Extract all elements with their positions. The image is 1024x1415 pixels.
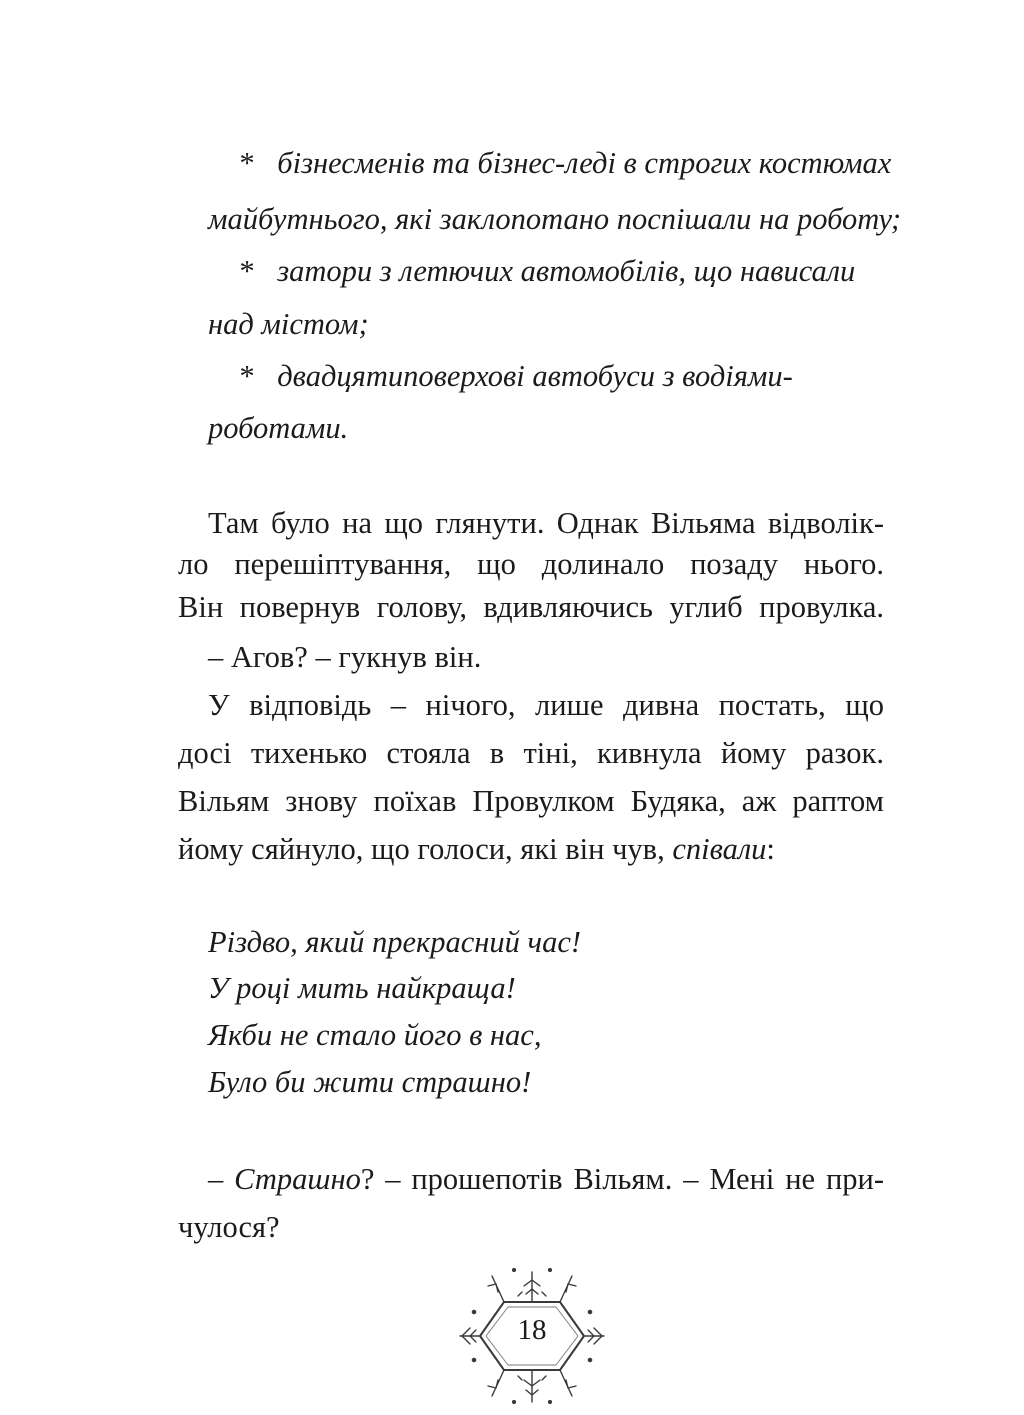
paragraph-1-line-3: Він повернув голову, вдивляючись углиб провулка. — [178, 590, 884, 624]
paragraph-2-line-4: йому сяйнуло, що голоси, які він чув, співали: — [178, 832, 775, 866]
paragraph-1-line-1: Там було на що глянути. Однак Вільяма відволік- — [208, 506, 884, 540]
song-line-1: Різдво, який прекрасний час! — [208, 925, 582, 959]
paragraph-2-line-3: Вільям знову поїхав Провулком Будяка, аж раптом — [178, 784, 884, 818]
list-item-3-line-1: * двадцятиповерхові автобуси з водіями- — [238, 359, 793, 393]
page-number-ornament — [458, 1262, 606, 1410]
list-item-1-line-2: майбутнього, які заклопотано поспішали на роботу; — [208, 202, 902, 236]
dialogue-line-2-continuation: чулося? — [178, 1210, 280, 1244]
italic-word: співали — [672, 832, 767, 866]
list-marker: * — [238, 359, 254, 393]
dialogue-line-2: – Страшно? – прошепотів Вільям. – Мені не при- — [208, 1162, 885, 1196]
paragraph-2-line-2: досі тихенько стояла в тіні, кивнула йому разок. — [178, 736, 884, 770]
list-item-1-line-1: * бізнесменів та бізнес-леді в строгих костюмах — [238, 146, 892, 180]
song-line-4: Було би жити страшно! — [208, 1065, 532, 1099]
paragraph-2-line-1: У відповідь – нічого, лише дивна постать, що — [208, 688, 884, 722]
list-item-3-line-2: роботами. — [208, 411, 349, 445]
list-item-2-line-1: * затори з летючих автомобілів, що нависали — [238, 254, 856, 288]
page-number: 18 — [517, 1314, 547, 1346]
song-line-2: У році мить найкраща! — [208, 971, 516, 1005]
list-marker: * — [238, 254, 254, 288]
list-marker: * — [238, 146, 254, 180]
song-line-3: Якби не стало його в нас, — [208, 1018, 542, 1052]
dialogue-line-1: – Агов? – гукнув він. — [208, 640, 482, 674]
list-item-2-line-2: над містом; — [208, 307, 369, 341]
paragraph-1-line-2: ло перешіптування, що долинало позаду нього. — [178, 547, 884, 581]
italic-word: Страшно — [234, 1162, 361, 1196]
